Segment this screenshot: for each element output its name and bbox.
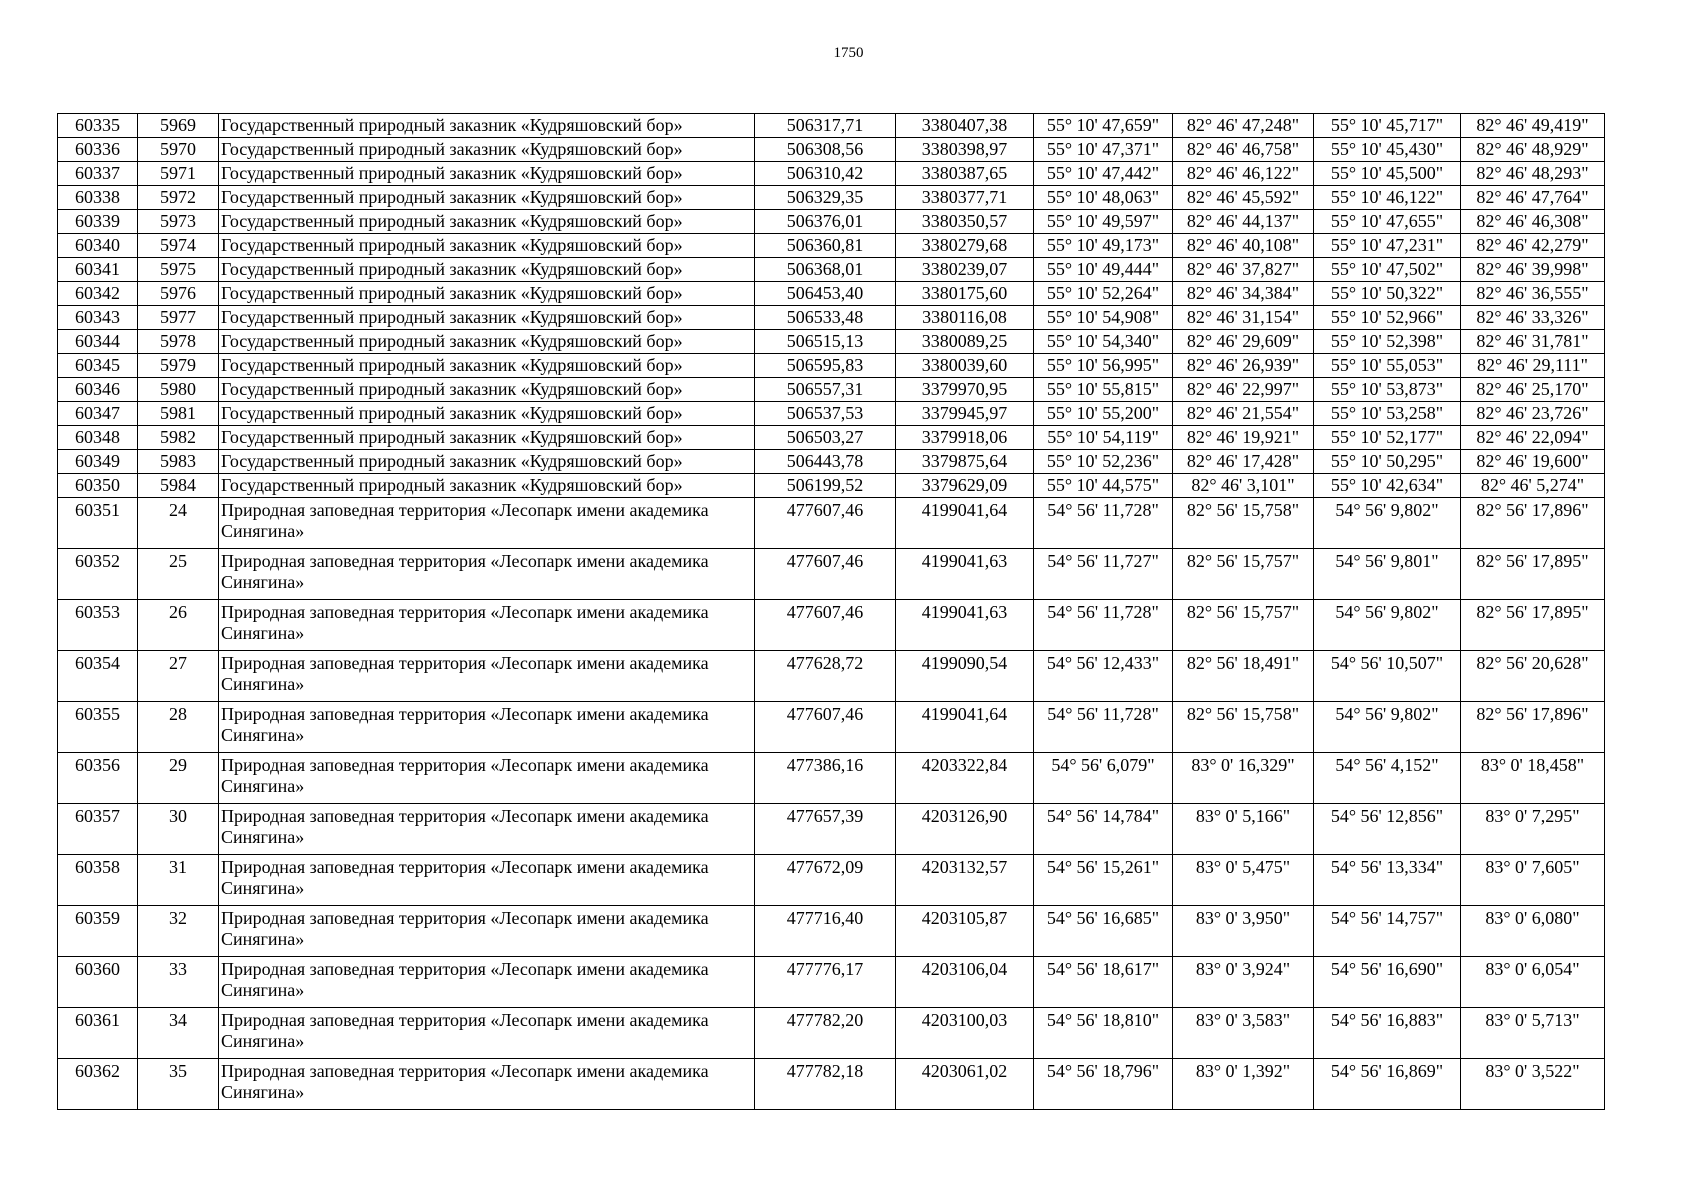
longitude-1-cell: 83° 0' 3,950" — [1173, 906, 1314, 957]
longitude-1-cell: 83° 0' 3,924" — [1173, 957, 1314, 1008]
longitude-1-cell: 82° 46' 31,154" — [1173, 306, 1314, 330]
longitude-2-cell: 82° 46' 47,764" — [1461, 186, 1605, 210]
longitude-2-cell: 83° 0' 6,080" — [1461, 906, 1605, 957]
longitude-2-cell: 82° 46' 49,419" — [1461, 114, 1605, 138]
table-row — [58, 549, 1605, 600]
y-coordinate-cell: 3379629,09 — [896, 474, 1034, 498]
latitude-1-cell: 55° 10' 55,200" — [1034, 402, 1173, 426]
x-coordinate-cell: 506376,01 — [755, 210, 896, 234]
latitude-2-cell: 55° 10' 45,717" — [1314, 114, 1461, 138]
point-number-cell: 25 — [138, 549, 219, 600]
y-coordinate-cell: 4199041,64 — [896, 702, 1034, 753]
x-coordinate-cell: 506310,42 — [755, 162, 896, 186]
longitude-1-cell: 82° 46' 19,921" — [1173, 426, 1314, 450]
y-coordinate-cell: 3380039,60 — [896, 354, 1034, 378]
y-coordinate-cell: 3380407,38 — [896, 114, 1034, 138]
latitude-2-cell: 54° 56' 9,802" — [1314, 498, 1461, 549]
table-row — [58, 162, 1605, 186]
table-row — [58, 378, 1605, 402]
record-number-cell: 60336 — [58, 138, 138, 162]
longitude-2-cell: 82° 46' 22,094" — [1461, 426, 1605, 450]
latitude-2-cell: 54° 56' 16,869" — [1314, 1059, 1461, 1110]
point-number-cell: 5975 — [138, 258, 219, 282]
territory-name-cell: Природная заповедная территория «Лесопарк имени академика Синягина» — [219, 549, 755, 600]
longitude-2-cell: 82° 46' 19,600" — [1461, 450, 1605, 474]
x-coordinate-cell: 477672,09 — [755, 855, 896, 906]
x-coordinate-cell: 477607,46 — [755, 498, 896, 549]
point-number-cell: 5974 — [138, 234, 219, 258]
point-number-cell: 5977 — [138, 306, 219, 330]
longitude-1-cell: 82° 46' 45,592" — [1173, 186, 1314, 210]
table-row — [58, 1059, 1605, 1110]
longitude-2-cell: 82° 46' 23,726" — [1461, 402, 1605, 426]
record-number-cell: 60361 — [58, 1008, 138, 1059]
point-number-cell: 35 — [138, 1059, 219, 1110]
territory-name-cell: Государственный природный заказник «Кудряшовский бор» — [219, 162, 755, 186]
point-number-cell: 32 — [138, 906, 219, 957]
x-coordinate-cell: 477716,40 — [755, 906, 896, 957]
territory-name-cell: Государственный природный заказник «Кудряшовский бор» — [219, 378, 755, 402]
territory-name-cell: Природная заповедная территория «Лесопарк имени академика Синягина» — [219, 957, 755, 1008]
record-number-cell: 60355 — [58, 702, 138, 753]
record-number-cell: 60346 — [58, 378, 138, 402]
table-row — [58, 855, 1605, 906]
latitude-1-cell: 54° 56' 18,796" — [1034, 1059, 1173, 1110]
latitude-1-cell: 55° 10' 52,236" — [1034, 450, 1173, 474]
longitude-1-cell: 82° 46' 46,758" — [1173, 138, 1314, 162]
latitude-2-cell: 55° 10' 45,500" — [1314, 162, 1461, 186]
record-number-cell: 60339 — [58, 210, 138, 234]
longitude-1-cell: 82° 46' 22,997" — [1173, 378, 1314, 402]
point-number-cell: 5981 — [138, 402, 219, 426]
latitude-2-cell: 55° 10' 53,873" — [1314, 378, 1461, 402]
y-coordinate-cell: 4199041,63 — [896, 549, 1034, 600]
latitude-1-cell: 54° 56' 16,685" — [1034, 906, 1173, 957]
x-coordinate-cell: 477776,17 — [755, 957, 896, 1008]
territory-name-cell: Государственный природный заказник «Кудряшовский бор» — [219, 258, 755, 282]
table-row — [58, 498, 1605, 549]
latitude-1-cell: 55° 10' 47,442" — [1034, 162, 1173, 186]
latitude-2-cell: 55° 10' 50,295" — [1314, 450, 1461, 474]
y-coordinate-cell: 4203061,02 — [896, 1059, 1034, 1110]
point-number-cell: 5969 — [138, 114, 219, 138]
longitude-2-cell: 82° 56' 17,895" — [1461, 549, 1605, 600]
latitude-1-cell: 55° 10' 54,908" — [1034, 306, 1173, 330]
record-number-cell: 60356 — [58, 753, 138, 804]
latitude-1-cell: 55° 10' 54,340" — [1034, 330, 1173, 354]
y-coordinate-cell: 3380116,08 — [896, 306, 1034, 330]
longitude-2-cell: 82° 46' 31,781" — [1461, 330, 1605, 354]
longitude-1-cell: 82° 46' 44,137" — [1173, 210, 1314, 234]
y-coordinate-cell: 4203322,84 — [896, 753, 1034, 804]
latitude-1-cell: 55° 10' 49,173" — [1034, 234, 1173, 258]
longitude-1-cell: 82° 46' 40,108" — [1173, 234, 1314, 258]
latitude-1-cell: 55° 10' 49,597" — [1034, 210, 1173, 234]
x-coordinate-cell: 477386,16 — [755, 753, 896, 804]
longitude-1-cell: 82° 46' 3,101" — [1173, 474, 1314, 498]
x-coordinate-cell: 506503,27 — [755, 426, 896, 450]
latitude-1-cell: 55° 10' 44,575" — [1034, 474, 1173, 498]
y-coordinate-cell: 4203106,04 — [896, 957, 1034, 1008]
x-coordinate-cell: 506453,40 — [755, 282, 896, 306]
latitude-2-cell: 55° 10' 47,655" — [1314, 210, 1461, 234]
latitude-2-cell: 54° 56' 16,690" — [1314, 957, 1461, 1008]
latitude-1-cell: 54° 56' 18,617" — [1034, 957, 1173, 1008]
longitude-2-cell: 82° 46' 46,308" — [1461, 210, 1605, 234]
longitude-1-cell: 83° 0' 16,329" — [1173, 753, 1314, 804]
x-coordinate-cell: 506368,01 — [755, 258, 896, 282]
territory-name-cell: Природная заповедная территория «Лесопарк имени академика Синягина» — [219, 855, 755, 906]
y-coordinate-cell: 3379918,06 — [896, 426, 1034, 450]
table-row — [58, 753, 1605, 804]
territory-name-cell: Государственный природный заказник «Кудряшовский бор» — [219, 474, 755, 498]
longitude-1-cell: 83° 0' 1,392" — [1173, 1059, 1314, 1110]
point-number-cell: 5970 — [138, 138, 219, 162]
latitude-1-cell: 54° 56' 15,261" — [1034, 855, 1173, 906]
point-number-cell: 5978 — [138, 330, 219, 354]
record-number-cell: 60335 — [58, 114, 138, 138]
longitude-1-cell: 82° 56' 15,757" — [1173, 600, 1314, 651]
latitude-2-cell: 54° 56' 4,152" — [1314, 753, 1461, 804]
territory-name-cell: Природная заповедная территория «Лесопарк имени академика Синягина» — [219, 753, 755, 804]
y-coordinate-cell: 3380377,71 — [896, 186, 1034, 210]
longitude-1-cell: 82° 46' 29,609" — [1173, 330, 1314, 354]
longitude-1-cell: 82° 46' 46,122" — [1173, 162, 1314, 186]
point-number-cell: 5984 — [138, 474, 219, 498]
x-coordinate-cell: 506533,48 — [755, 306, 896, 330]
point-number-cell: 31 — [138, 855, 219, 906]
y-coordinate-cell: 4199090,54 — [896, 651, 1034, 702]
page-number: 1750 — [833, 45, 864, 61]
y-coordinate-cell: 3379945,97 — [896, 402, 1034, 426]
point-number-cell: 5979 — [138, 354, 219, 378]
territory-name-cell: Государственный природный заказник «Кудряшовский бор» — [219, 210, 755, 234]
longitude-1-cell: 83° 0' 5,475" — [1173, 855, 1314, 906]
x-coordinate-cell: 477607,46 — [755, 600, 896, 651]
record-number-cell: 60344 — [58, 330, 138, 354]
latitude-2-cell: 54° 56' 9,801" — [1314, 549, 1461, 600]
territory-name-cell: Природная заповедная территория «Лесопарк имени академика Синягина» — [219, 651, 755, 702]
longitude-1-cell: 82° 56' 15,758" — [1173, 702, 1314, 753]
latitude-2-cell: 55° 10' 53,258" — [1314, 402, 1461, 426]
table-row — [58, 450, 1605, 474]
point-number-cell: 28 — [138, 702, 219, 753]
latitude-2-cell: 55° 10' 50,322" — [1314, 282, 1461, 306]
record-number-cell: 60357 — [58, 804, 138, 855]
territory-name-cell: Государственный природный заказник «Кудряшовский бор» — [219, 114, 755, 138]
record-number-cell: 60350 — [58, 474, 138, 498]
table-row — [58, 804, 1605, 855]
latitude-2-cell: 54° 56' 12,856" — [1314, 804, 1461, 855]
record-number-cell: 60351 — [58, 498, 138, 549]
longitude-2-cell: 82° 46' 36,555" — [1461, 282, 1605, 306]
latitude-1-cell: 54° 56' 6,079" — [1034, 753, 1173, 804]
longitude-1-cell: 82° 46' 17,428" — [1173, 450, 1314, 474]
longitude-1-cell: 82° 56' 15,757" — [1173, 549, 1314, 600]
y-coordinate-cell: 4203105,87 — [896, 906, 1034, 957]
territory-name-cell: Государственный природный заказник «Кудряшовский бор» — [219, 330, 755, 354]
table-row — [58, 114, 1605, 138]
point-number-cell: 5982 — [138, 426, 219, 450]
latitude-2-cell: 54° 56' 10,507" — [1314, 651, 1461, 702]
latitude-2-cell: 54° 56' 16,883" — [1314, 1008, 1461, 1059]
latitude-2-cell: 54° 56' 14,757" — [1314, 906, 1461, 957]
latitude-1-cell: 54° 56' 11,728" — [1034, 498, 1173, 549]
y-coordinate-cell: 3380239,07 — [896, 258, 1034, 282]
y-coordinate-cell: 3380279,68 — [896, 234, 1034, 258]
x-coordinate-cell: 506443,78 — [755, 450, 896, 474]
longitude-2-cell: 82° 56' 17,896" — [1461, 702, 1605, 753]
y-coordinate-cell: 4203132,57 — [896, 855, 1034, 906]
table-row — [58, 906, 1605, 957]
point-number-cell: 5980 — [138, 378, 219, 402]
longitude-1-cell: 82° 46' 21,554" — [1173, 402, 1314, 426]
latitude-1-cell: 54° 56' 11,727" — [1034, 549, 1173, 600]
table-row — [58, 210, 1605, 234]
point-number-cell: 30 — [138, 804, 219, 855]
table-row — [58, 186, 1605, 210]
table-row — [58, 426, 1605, 450]
longitude-2-cell: 82° 46' 42,279" — [1461, 234, 1605, 258]
coordinates-table — [57, 113, 1605, 1110]
table-row — [58, 234, 1605, 258]
longitude-2-cell: 82° 56' 17,895" — [1461, 600, 1605, 651]
latitude-2-cell: 55° 10' 47,231" — [1314, 234, 1461, 258]
latitude-1-cell: 55° 10' 49,444" — [1034, 258, 1173, 282]
record-number-cell: 60360 — [58, 957, 138, 1008]
longitude-2-cell: 83° 0' 3,522" — [1461, 1059, 1605, 1110]
latitude-2-cell: 55° 10' 55,053" — [1314, 354, 1461, 378]
record-number-cell: 60343 — [58, 306, 138, 330]
territory-name-cell: Государственный природный заказник «Кудряшовский бор» — [219, 138, 755, 162]
point-number-cell: 26 — [138, 600, 219, 651]
y-coordinate-cell: 4203126,90 — [896, 804, 1034, 855]
latitude-2-cell: 55° 10' 52,398" — [1314, 330, 1461, 354]
x-coordinate-cell: 506515,13 — [755, 330, 896, 354]
longitude-1-cell: 82° 56' 18,491" — [1173, 651, 1314, 702]
territory-name-cell: Природная заповедная территория «Лесопарк имени академика Синягина» — [219, 600, 755, 651]
point-number-cell: 5983 — [138, 450, 219, 474]
longitude-1-cell: 83° 0' 5,166" — [1173, 804, 1314, 855]
x-coordinate-cell: 506317,71 — [755, 114, 896, 138]
table-row — [58, 474, 1605, 498]
territory-name-cell: Государственный природный заказник «Кудряшовский бор» — [219, 306, 755, 330]
record-number-cell: 60358 — [58, 855, 138, 906]
latitude-2-cell: 55° 10' 42,634" — [1314, 474, 1461, 498]
x-coordinate-cell: 477782,18 — [755, 1059, 896, 1110]
longitude-2-cell: 82° 56' 17,896" — [1461, 498, 1605, 549]
record-number-cell: 60354 — [58, 651, 138, 702]
table-row — [58, 1008, 1605, 1059]
latitude-1-cell: 55° 10' 54,119" — [1034, 426, 1173, 450]
table-row — [58, 138, 1605, 162]
territory-name-cell: Государственный природный заказник «Кудряшовский бор» — [219, 186, 755, 210]
territory-name-cell: Природная заповедная территория «Лесопарк имени академика Синягина» — [219, 1008, 755, 1059]
record-number-cell: 60353 — [58, 600, 138, 651]
longitude-2-cell: 82° 46' 5,274" — [1461, 474, 1605, 498]
latitude-2-cell: 54° 56' 13,334" — [1314, 855, 1461, 906]
longitude-2-cell: 83° 0' 6,054" — [1461, 957, 1605, 1008]
longitude-1-cell: 82° 46' 26,939" — [1173, 354, 1314, 378]
point-number-cell: 5972 — [138, 186, 219, 210]
table-row — [58, 957, 1605, 1008]
latitude-1-cell: 55° 10' 55,815" — [1034, 378, 1173, 402]
longitude-2-cell: 83° 0' 5,713" — [1461, 1008, 1605, 1059]
longitude-2-cell: 82° 46' 48,293" — [1461, 162, 1605, 186]
latitude-1-cell: 54° 56' 14,784" — [1034, 804, 1173, 855]
x-coordinate-cell: 506537,53 — [755, 402, 896, 426]
territory-name-cell: Государственный природный заказник «Кудряшовский бор» — [219, 234, 755, 258]
longitude-2-cell: 83° 0' 7,295" — [1461, 804, 1605, 855]
longitude-1-cell: 82° 46' 37,827" — [1173, 258, 1314, 282]
latitude-2-cell: 54° 56' 9,802" — [1314, 702, 1461, 753]
record-number-cell: 60348 — [58, 426, 138, 450]
y-coordinate-cell: 3380387,65 — [896, 162, 1034, 186]
territory-name-cell: Государственный природный заказник «Кудряшовский бор» — [219, 426, 755, 450]
longitude-2-cell: 82° 46' 33,326" — [1461, 306, 1605, 330]
longitude-2-cell: 82° 46' 39,998" — [1461, 258, 1605, 282]
longitude-2-cell: 82° 56' 20,628" — [1461, 651, 1605, 702]
x-coordinate-cell: 477607,46 — [755, 702, 896, 753]
table-row — [58, 702, 1605, 753]
record-number-cell: 60340 — [58, 234, 138, 258]
latitude-2-cell: 54° 56' 9,802" — [1314, 600, 1461, 651]
point-number-cell: 33 — [138, 957, 219, 1008]
territory-name-cell: Природная заповедная территория «Лесопарк имени академика Синягина» — [219, 804, 755, 855]
y-coordinate-cell: 3380175,60 — [896, 282, 1034, 306]
latitude-1-cell: 55° 10' 47,371" — [1034, 138, 1173, 162]
territory-name-cell: Государственный природный заказник «Кудряшовский бор» — [219, 402, 755, 426]
territory-name-cell: Государственный природный заказник «Кудряшовский бор» — [219, 282, 755, 306]
point-number-cell: 5973 — [138, 210, 219, 234]
territory-name-cell: Государственный природный заказник «Кудряшовский бор» — [219, 450, 755, 474]
x-coordinate-cell: 506308,56 — [755, 138, 896, 162]
latitude-1-cell: 55° 10' 56,995" — [1034, 354, 1173, 378]
latitude-2-cell: 55° 10' 47,502" — [1314, 258, 1461, 282]
point-number-cell: 29 — [138, 753, 219, 804]
latitude-1-cell: 54° 56' 12,433" — [1034, 651, 1173, 702]
longitude-2-cell: 82° 46' 29,111" — [1461, 354, 1605, 378]
longitude-2-cell: 82° 46' 25,170" — [1461, 378, 1605, 402]
y-coordinate-cell: 4203100,03 — [896, 1008, 1034, 1059]
y-coordinate-cell: 3380350,57 — [896, 210, 1034, 234]
longitude-2-cell: 82° 46' 48,929" — [1461, 138, 1605, 162]
latitude-1-cell: 54° 56' 11,728" — [1034, 600, 1173, 651]
longitude-1-cell: 82° 46' 34,384" — [1173, 282, 1314, 306]
longitude-2-cell: 83° 0' 18,458" — [1461, 753, 1605, 804]
table-row — [58, 330, 1605, 354]
territory-name-cell: Государственный природный заказник «Кудряшовский бор» — [219, 354, 755, 378]
record-number-cell: 60345 — [58, 354, 138, 378]
longitude-1-cell: 82° 56' 15,758" — [1173, 498, 1314, 549]
point-number-cell: 24 — [138, 498, 219, 549]
table-row — [58, 354, 1605, 378]
record-number-cell: 60349 — [58, 450, 138, 474]
table-row — [58, 306, 1605, 330]
latitude-1-cell: 55° 10' 47,659" — [1034, 114, 1173, 138]
latitude-2-cell: 55° 10' 45,430" — [1314, 138, 1461, 162]
x-coordinate-cell: 506595,83 — [755, 354, 896, 378]
record-number-cell: 60347 — [58, 402, 138, 426]
longitude-1-cell: 82° 46' 47,248" — [1173, 114, 1314, 138]
y-coordinate-cell: 3380089,25 — [896, 330, 1034, 354]
table-row — [58, 600, 1605, 651]
y-coordinate-cell: 3379970,95 — [896, 378, 1034, 402]
y-coordinate-cell: 3379875,64 — [896, 450, 1034, 474]
longitude-1-cell: 83° 0' 3,583" — [1173, 1008, 1314, 1059]
table-body — [58, 114, 1605, 1110]
table-row — [58, 258, 1605, 282]
latitude-2-cell: 55° 10' 46,122" — [1314, 186, 1461, 210]
point-number-cell: 5976 — [138, 282, 219, 306]
record-number-cell: 60337 — [58, 162, 138, 186]
x-coordinate-cell: 506199,52 — [755, 474, 896, 498]
y-coordinate-cell: 4199041,63 — [896, 600, 1034, 651]
table-row — [58, 651, 1605, 702]
latitude-1-cell: 54° 56' 11,728" — [1034, 702, 1173, 753]
latitude-2-cell: 55° 10' 52,177" — [1314, 426, 1461, 450]
territory-name-cell: Природная заповедная территория «Лесопарк имени академика Синягина» — [219, 498, 755, 549]
x-coordinate-cell: 506557,31 — [755, 378, 896, 402]
longitude-2-cell: 83° 0' 7,605" — [1461, 855, 1605, 906]
record-number-cell: 60359 — [58, 906, 138, 957]
table-row — [58, 282, 1605, 306]
record-number-cell: 60341 — [58, 258, 138, 282]
latitude-1-cell: 55° 10' 52,264" — [1034, 282, 1173, 306]
territory-name-cell: Природная заповедная территория «Лесопарк имени академика Синягина» — [219, 906, 755, 957]
table-row — [58, 402, 1605, 426]
latitude-2-cell: 55° 10' 52,966" — [1314, 306, 1461, 330]
x-coordinate-cell: 506329,35 — [755, 186, 896, 210]
record-number-cell: 60338 — [58, 186, 138, 210]
territory-name-cell: Природная заповедная территория «Лесопарк имени академика Синягина» — [219, 702, 755, 753]
point-number-cell: 34 — [138, 1008, 219, 1059]
latitude-1-cell: 55° 10' 48,063" — [1034, 186, 1173, 210]
x-coordinate-cell: 477628,72 — [755, 651, 896, 702]
latitude-1-cell: 54° 56' 18,810" — [1034, 1008, 1173, 1059]
x-coordinate-cell: 477607,46 — [755, 549, 896, 600]
record-number-cell: 60342 — [58, 282, 138, 306]
point-number-cell: 27 — [138, 651, 219, 702]
y-coordinate-cell: 4199041,64 — [896, 498, 1034, 549]
x-coordinate-cell: 477782,20 — [755, 1008, 896, 1059]
record-number-cell: 60362 — [58, 1059, 138, 1110]
point-number-cell: 5971 — [138, 162, 219, 186]
record-number-cell: 60352 — [58, 549, 138, 600]
x-coordinate-cell: 506360,81 — [755, 234, 896, 258]
x-coordinate-cell: 477657,39 — [755, 804, 896, 855]
territory-name-cell: Природная заповедная территория «Лесопарк имени академика Синягина» — [219, 1059, 755, 1110]
y-coordinate-cell: 3380398,97 — [896, 138, 1034, 162]
